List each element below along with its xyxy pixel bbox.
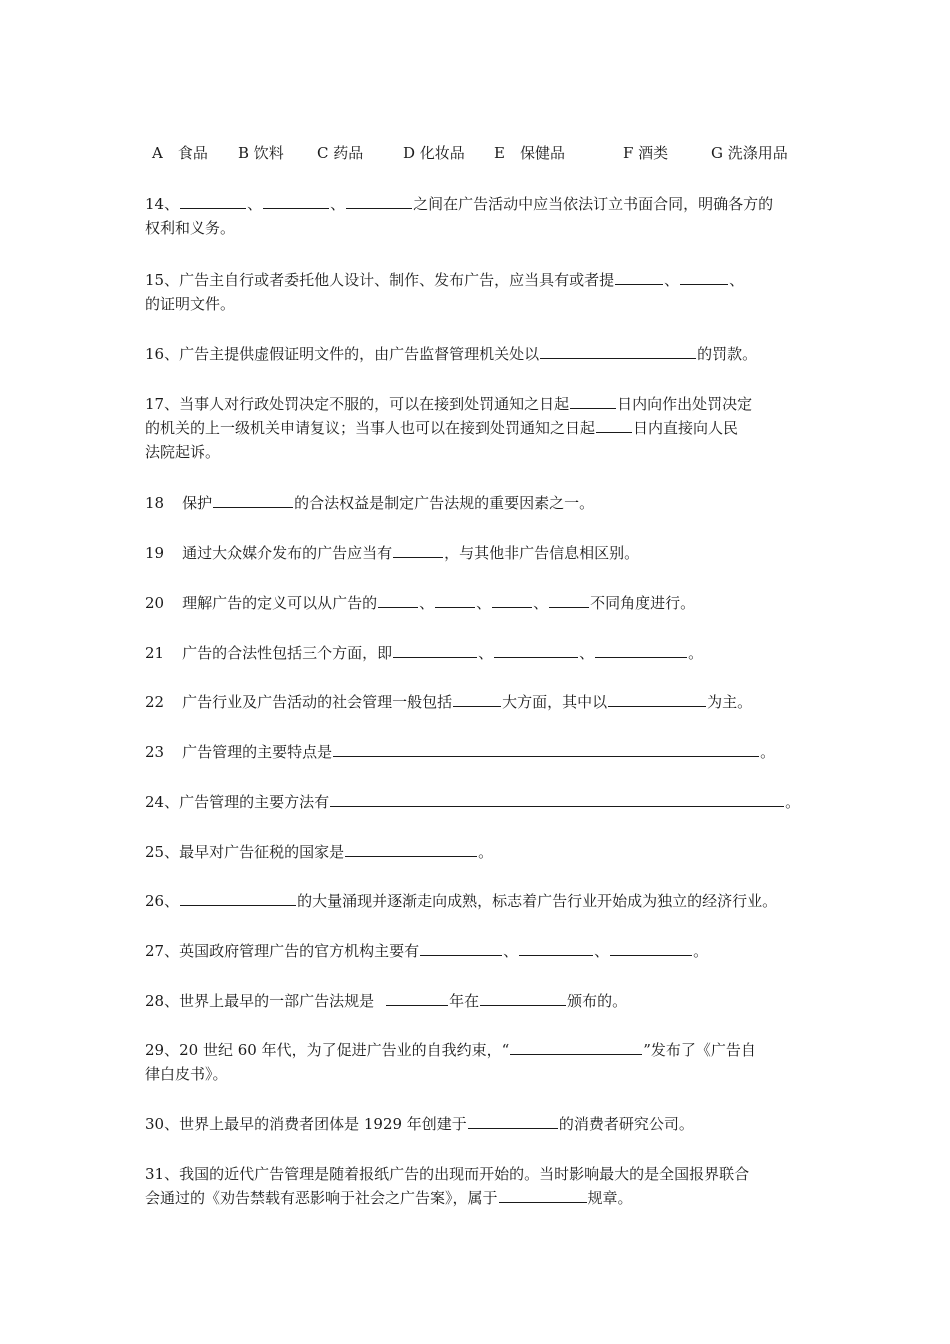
question-text-end: 为主。 — [707, 693, 753, 711]
answer-blank[interactable] — [180, 890, 296, 906]
question-text-end: 的大量涌现并逐渐走向成熟，标志着广告行业开始成为独立的经济行业。 — [297, 892, 778, 910]
option-e: E 保健品 — [494, 144, 565, 162]
question-20 — [145, 591, 807, 615]
answer-blank[interactable] — [480, 990, 566, 1006]
question-16 — [145, 342, 807, 366]
question-text: 广告主自行或者委托他人设计、制作、发布广告，应当具有或者提 — [179, 271, 615, 289]
question-text-end: 不同角度进行。 — [590, 594, 696, 612]
answer-blank[interactable] — [213, 492, 293, 508]
question-number: 14、 — [145, 195, 180, 213]
question-number: 21 — [145, 644, 165, 662]
question-text-end: ”发布了《广告自 — [643, 1041, 756, 1059]
option-c: C 药品 — [317, 144, 364, 162]
question-number: 15、 — [145, 271, 180, 289]
question-number: 20 — [145, 594, 165, 612]
question-text-end: 规章。 — [587, 1189, 633, 1207]
answer-blank[interactable] — [608, 691, 706, 707]
question-text-continued: 的证明文件。 — [145, 295, 236, 313]
question-text: 通过大众媒介发布的广告应当有 — [182, 544, 393, 562]
question-text-end: 的合法权益是制定广告法规的重要因素之一。 — [294, 494, 595, 512]
question-number: 22 — [145, 693, 165, 711]
answer-blank[interactable] — [420, 940, 502, 956]
answer-blank[interactable] — [345, 841, 477, 857]
question-text-continued: 的机关的上一级机关申请复议；当事人也可以在接到处罚通知之日起 — [145, 419, 596, 437]
question-text-continued: 法院起诉。 — [145, 443, 221, 461]
answer-blank[interactable] — [615, 269, 663, 285]
question-text-end: 。 — [478, 843, 494, 861]
separator: 、 — [533, 594, 549, 612]
answer-blank[interactable] — [346, 193, 412, 209]
question-number: 31、 — [145, 1165, 180, 1183]
question-text-mid: 年在 — [449, 992, 480, 1010]
question-text-continued: 权利和义务。 — [145, 219, 236, 237]
option-a: A 食品 — [152, 144, 208, 162]
options-row — [0, 143, 950, 163]
question-27 — [145, 939, 807, 963]
answer-blank[interactable] — [540, 343, 696, 359]
question-29 — [145, 1038, 807, 1086]
question-number: 29、 — [145, 1041, 180, 1059]
separator: 、 — [579, 644, 595, 662]
question-number: 26、 — [145, 892, 180, 910]
answer-blank[interactable] — [333, 741, 759, 757]
question-23 — [145, 740, 807, 764]
option-b: B 饮料 — [238, 144, 284, 162]
question-26 — [145, 889, 807, 913]
answer-blank[interactable] — [435, 592, 475, 608]
separator: 、 — [330, 195, 346, 213]
option-f: F 酒类 — [623, 144, 669, 162]
question-text: 当事人对行政处罚决定不服的，可以在接到处罚通知之日起 — [179, 395, 570, 413]
question-15 — [145, 268, 807, 316]
question-text: 我国的近代广告管理是随着报纸广告的出现而开始的。当时影响最大的是全国报界联合 — [179, 1165, 750, 1183]
answer-blank[interactable] — [180, 193, 246, 209]
question-text: 英国政府管理广告的官方机构主要有 — [179, 942, 420, 960]
answer-blank[interactable] — [494, 642, 578, 658]
question-25 — [145, 840, 807, 864]
answer-blank[interactable] — [393, 642, 477, 658]
separator: 、 — [247, 195, 263, 213]
question-text-end: 。 — [760, 743, 776, 761]
separator: 、 — [729, 271, 745, 289]
answer-blank[interactable] — [519, 940, 593, 956]
question-19 — [145, 541, 807, 565]
question-text-end: 。 — [693, 942, 709, 960]
question-text-continued: 律白皮书》。 — [145, 1065, 228, 1083]
question-18 — [145, 491, 807, 515]
question-21 — [145, 641, 807, 665]
question-number: 27、 — [145, 942, 180, 960]
question-text-end: 日内向作出处罚决定 — [617, 395, 753, 413]
question-text: 20 世纪 60 年代，为了促进广告业的自我约束，“ — [179, 1041, 510, 1059]
answer-blank[interactable] — [492, 592, 532, 608]
question-text-mid: 大方面，其中以 — [502, 693, 608, 711]
question-number: 24、 — [145, 793, 180, 811]
answer-blank[interactable] — [263, 193, 329, 209]
separator: 、 — [419, 594, 435, 612]
question-number: 17、 — [145, 395, 180, 413]
separator: 、 — [476, 594, 492, 612]
answer-blank[interactable] — [499, 1187, 587, 1203]
answer-blank[interactable] — [386, 990, 448, 1006]
question-17 — [145, 392, 807, 464]
question-number: 16、 — [145, 345, 180, 363]
answer-blank[interactable] — [595, 642, 687, 658]
question-text: 广告行业及广告活动的社会管理一般包括 — [182, 693, 453, 711]
question-number: 28、 — [145, 992, 180, 1010]
question-text: 广告的合法性包括三个方面，即 — [182, 644, 393, 662]
answer-blank[interactable] — [570, 393, 616, 409]
question-number: 18 — [145, 494, 165, 512]
question-text-end: 的罚款。 — [697, 345, 758, 363]
question-text: 世界上最早的消费者团体是 1929 年创建于 — [179, 1115, 467, 1133]
question-text-end: 颁布的。 — [567, 992, 628, 1010]
separator: 、 — [503, 942, 519, 960]
question-text: 最早对广告征税的国家是 — [179, 843, 345, 861]
question-text-end: ，与其他非广告信息相区别。 — [444, 544, 640, 562]
question-text-end: 日内直接向人民 — [633, 419, 739, 437]
question-text: 广告管理的主要方法有 — [179, 793, 330, 811]
question-14 — [145, 192, 807, 240]
answer-blank[interactable] — [549, 592, 589, 608]
question-text: 广告管理的主要特点是 — [182, 743, 333, 761]
question-text-end: 。 — [688, 644, 704, 662]
option-g: G 洗涤用品 — [711, 144, 788, 162]
answer-blank[interactable] — [510, 1039, 642, 1055]
answer-blank[interactable] — [468, 1113, 558, 1129]
question-number: 30、 — [145, 1115, 180, 1133]
question-text: 之间在广告活动中应当依法订立书面合同，明确各方的 — [413, 195, 774, 213]
separator: 、 — [664, 271, 680, 289]
question-number: 19 — [145, 544, 165, 562]
question-text-continued: 会通过的《劝告禁载有恶影响于社会之广告案》，属于 — [145, 1189, 498, 1207]
question-text: 广告主提供虚假证明文件的，由广告监督管理机关处以 — [179, 345, 540, 363]
option-d: D 化妆品 — [403, 144, 465, 162]
answer-blank[interactable] — [610, 940, 692, 956]
question-text: 理解广告的定义可以从广告的 — [182, 594, 378, 612]
question-30 — [145, 1112, 807, 1136]
question-24 — [145, 790, 807, 814]
question-text: 世界上最早的一部广告法规是 — [179, 992, 375, 1010]
question-text-end: 。 — [785, 793, 801, 811]
separator: 、 — [594, 942, 610, 960]
answer-blank[interactable] — [453, 691, 501, 707]
question-number: 25、 — [145, 843, 180, 861]
question-22 — [145, 690, 807, 714]
question-28 — [145, 989, 807, 1013]
question-text-end: 的消费者研究公司。 — [558, 1115, 694, 1133]
answer-blank[interactable] — [378, 592, 418, 608]
question-text: 保护 — [182, 494, 213, 512]
question-number: 23 — [145, 743, 165, 761]
answer-blank[interactable] — [393, 542, 443, 558]
answer-blank[interactable] — [596, 417, 632, 433]
answer-blank[interactable] — [680, 269, 728, 285]
question-31 — [145, 1162, 807, 1210]
answer-blank[interactable] — [330, 791, 784, 807]
separator: 、 — [478, 644, 494, 662]
